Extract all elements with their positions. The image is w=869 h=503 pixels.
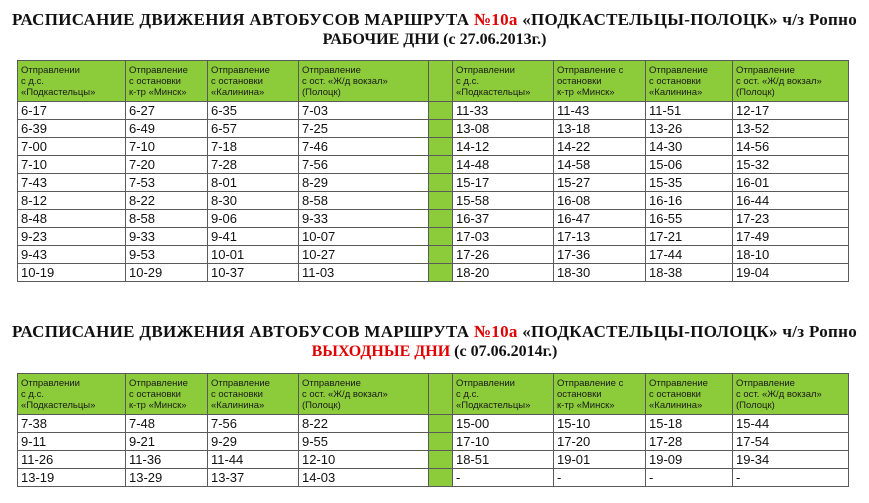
divider-column xyxy=(429,61,453,102)
time-cell: 14-22 xyxy=(554,138,646,156)
time-cell: 12-10 xyxy=(299,451,429,469)
table-row xyxy=(18,246,849,264)
time-cell: 16-47 xyxy=(554,210,646,228)
time-cell: 13-37 xyxy=(208,469,299,487)
time-cell: 11-44 xyxy=(208,451,299,469)
col-header: Отправление с ост. «Ж/д вокзал» (Полоцк) xyxy=(299,374,429,415)
weekend-schedule-table xyxy=(17,373,849,487)
weekend-days-label: ВЫХОДНЫЕ ДНИ xyxy=(311,343,451,360)
time-cell: 13-26 xyxy=(646,120,733,138)
divider-column xyxy=(429,228,453,246)
time-cell: 7-56 xyxy=(299,156,429,174)
time-cell: 16-01 xyxy=(733,174,849,192)
time-cell: 13-18 xyxy=(554,120,646,138)
time-cell: 8-30 xyxy=(208,192,299,210)
time-cell: 17-26 xyxy=(453,246,554,264)
time-cell: 16-08 xyxy=(554,192,646,210)
weekend-date-label: (с 07.06.2014г.) xyxy=(450,343,558,360)
weekend-route-number: №10а xyxy=(473,322,518,341)
time-cell: 11-33 xyxy=(453,102,554,120)
table-row xyxy=(18,174,849,192)
divider-column xyxy=(429,156,453,174)
time-cell: 7-20 xyxy=(126,156,208,174)
time-cell: 6-27 xyxy=(126,102,208,120)
time-cell: 9-33 xyxy=(126,228,208,246)
time-cell: 11-36 xyxy=(126,451,208,469)
time-cell: 19-04 xyxy=(733,264,849,282)
col-header: Отправление с ост. «Ж/д вокзал» (Полоцк) xyxy=(733,61,849,102)
time-cell: 15-06 xyxy=(646,156,733,174)
time-cell: 15-00 xyxy=(453,415,554,433)
time-cell: 15-18 xyxy=(646,415,733,433)
time-cell: 16-55 xyxy=(646,210,733,228)
table-row xyxy=(18,264,849,282)
table-row xyxy=(18,138,849,156)
time-cell: 6-49 xyxy=(126,120,208,138)
time-cell: 9-21 xyxy=(126,433,208,451)
time-cell: 11-43 xyxy=(554,102,646,120)
time-cell: 8-22 xyxy=(299,415,429,433)
time-cell: 19-34 xyxy=(733,451,849,469)
time-cell: 17-21 xyxy=(646,228,733,246)
time-cell: 10-29 xyxy=(126,264,208,282)
weekday-schedule-table xyxy=(17,60,849,282)
time-cell: 17-54 xyxy=(733,433,849,451)
time-cell: 10-19 xyxy=(18,264,126,282)
time-cell: 9-11 xyxy=(18,433,126,451)
weekday-header-row xyxy=(18,61,849,102)
weekend-subtitle xyxy=(0,343,869,361)
time-cell: 7-18 xyxy=(208,138,299,156)
col-header: Отправление с остановки «Калинина» xyxy=(646,61,733,102)
time-cell: 17-13 xyxy=(554,228,646,246)
weekday-route-number: №10а xyxy=(473,10,518,29)
divider-column xyxy=(429,210,453,228)
time-cell: 16-44 xyxy=(733,192,849,210)
col-header: Отправление с остановки к-тр «Минск» xyxy=(126,61,208,102)
time-cell: 10-27 xyxy=(299,246,429,264)
weekday-subtitle xyxy=(0,31,869,49)
col-header: Отправлении с д.с. «Подкастельцы» xyxy=(18,61,126,102)
time-cell: 15-10 xyxy=(554,415,646,433)
time-cell: 10-37 xyxy=(208,264,299,282)
time-cell: 7-03 xyxy=(299,102,429,120)
weekend-header-row xyxy=(18,374,849,415)
col-header: Отправление с остановки к-тр «Минск» xyxy=(554,374,646,415)
time-cell: 9-06 xyxy=(208,210,299,228)
time-cell: 13-19 xyxy=(18,469,126,487)
time-cell: 16-37 xyxy=(453,210,554,228)
divider-column xyxy=(429,433,453,451)
time-cell: 8-01 xyxy=(208,174,299,192)
time-cell: 9-23 xyxy=(18,228,126,246)
col-header: Отправление с остановки к-тр «Минск» xyxy=(554,61,646,102)
time-cell: 17-44 xyxy=(646,246,733,264)
weekday-title xyxy=(0,10,869,30)
time-cell: 15-44 xyxy=(733,415,849,433)
time-cell: 10-07 xyxy=(299,228,429,246)
time-cell: 14-48 xyxy=(453,156,554,174)
time-cell: 14-12 xyxy=(453,138,554,156)
divider-column xyxy=(429,264,453,282)
time-cell: 8-22 xyxy=(126,192,208,210)
time-cell: 19-09 xyxy=(646,451,733,469)
time-cell: 15-27 xyxy=(554,174,646,192)
time-cell: 11-51 xyxy=(646,102,733,120)
time-cell: 19-01 xyxy=(554,451,646,469)
time-cell: 6-35 xyxy=(208,102,299,120)
weekday-title-prefix: РАСПИСАНИЕ ДВИЖЕНИЯ АВТОБУСОВ МАРШРУТА xyxy=(11,10,474,29)
time-cell: 7-48 xyxy=(126,415,208,433)
time-cell: 13-52 xyxy=(733,120,849,138)
time-cell: - xyxy=(453,469,554,487)
table-row xyxy=(18,228,849,246)
weekday-date-label: (с 27.06.2013г.) xyxy=(439,31,547,48)
time-cell: 10-01 xyxy=(208,246,299,264)
time-cell: 18-10 xyxy=(733,246,849,264)
time-cell: 8-12 xyxy=(18,192,126,210)
divider-column xyxy=(429,246,453,264)
weekend-title xyxy=(0,322,869,342)
time-cell: 8-29 xyxy=(299,174,429,192)
divider-column xyxy=(429,138,453,156)
time-cell: - xyxy=(554,469,646,487)
time-cell: 17-49 xyxy=(733,228,849,246)
time-cell: 14-03 xyxy=(299,469,429,487)
col-header: Отправление с остановки «Калинина» xyxy=(208,374,299,415)
table-row xyxy=(18,433,849,451)
divider-column xyxy=(429,374,453,415)
weekday-title-suffix: «ПОДКАСТЕЛЬЦЫ-ПОЛОЦК» ч/з Ропно xyxy=(517,10,858,29)
time-cell: 8-58 xyxy=(299,192,429,210)
table-row xyxy=(18,192,849,210)
col-header: Отправление с ост. «Ж/д вокзал» (Полоцк) xyxy=(733,374,849,415)
table-row xyxy=(18,120,849,138)
time-cell: 17-28 xyxy=(646,433,733,451)
time-cell: 8-48 xyxy=(18,210,126,228)
time-cell: 7-56 xyxy=(208,415,299,433)
time-cell: 14-58 xyxy=(554,156,646,174)
time-cell: 7-10 xyxy=(18,156,126,174)
table-row xyxy=(18,210,849,228)
table-row xyxy=(18,469,849,487)
time-cell: 15-58 xyxy=(453,192,554,210)
time-cell: 12-17 xyxy=(733,102,849,120)
time-cell: 18-20 xyxy=(453,264,554,282)
col-header: Отправление с остановки «Калинина» xyxy=(208,61,299,102)
divider-column xyxy=(429,174,453,192)
time-cell: 9-29 xyxy=(208,433,299,451)
time-cell: 8-58 xyxy=(126,210,208,228)
table-row xyxy=(18,156,849,174)
time-cell: 9-53 xyxy=(126,246,208,264)
time-cell: 7-10 xyxy=(126,138,208,156)
time-cell: 17-20 xyxy=(554,433,646,451)
time-cell: 14-56 xyxy=(733,138,849,156)
time-cell: 7-28 xyxy=(208,156,299,174)
time-cell: 7-46 xyxy=(299,138,429,156)
col-header: Отправление с ост. «Ж/д вокзал» (Полоцк) xyxy=(299,61,429,102)
time-cell: 14-30 xyxy=(646,138,733,156)
time-cell: 11-03 xyxy=(299,264,429,282)
weekend-title-suffix: «ПОДКАСТЕЛЬЦЫ-ПОЛОЦК» ч/з Ропно xyxy=(517,322,858,341)
time-cell: 7-00 xyxy=(18,138,126,156)
col-header: Отправлении с д.с. «Подкастельцы» xyxy=(18,374,126,415)
time-cell: 17-10 xyxy=(453,433,554,451)
time-cell: 15-35 xyxy=(646,174,733,192)
time-cell: - xyxy=(733,469,849,487)
weekend-title-prefix: РАСПИСАНИЕ ДВИЖЕНИЯ АВТОБУСОВ МАРШРУТА xyxy=(11,322,474,341)
divider-column xyxy=(429,192,453,210)
time-cell: 7-53 xyxy=(126,174,208,192)
weekday-days-label: РАБОЧИЕ ДНИ xyxy=(322,31,440,48)
time-cell: 13-08 xyxy=(453,120,554,138)
time-cell: 11-26 xyxy=(18,451,126,469)
time-cell: 18-51 xyxy=(453,451,554,469)
time-cell: 17-23 xyxy=(733,210,849,228)
time-cell: 9-41 xyxy=(208,228,299,246)
table-row xyxy=(18,451,849,469)
divider-column xyxy=(429,469,453,487)
time-cell: 17-36 xyxy=(554,246,646,264)
time-cell: 6-57 xyxy=(208,120,299,138)
table-row xyxy=(18,102,849,120)
time-cell: 6-17 xyxy=(18,102,126,120)
time-cell: 18-30 xyxy=(554,264,646,282)
time-cell: 9-55 xyxy=(299,433,429,451)
time-cell: - xyxy=(646,469,733,487)
time-cell: 16-16 xyxy=(646,192,733,210)
time-cell: 7-43 xyxy=(18,174,126,192)
col-header: Отправление с остановки к-тр «Минск» xyxy=(126,374,208,415)
col-header: Отправлении с д.с. «Подкастельцы» xyxy=(453,374,554,415)
time-cell: 15-32 xyxy=(733,156,849,174)
time-cell: 7-38 xyxy=(18,415,126,433)
table-row xyxy=(18,415,849,433)
divider-column xyxy=(429,451,453,469)
divider-column xyxy=(429,102,453,120)
time-cell: 7-25 xyxy=(299,120,429,138)
time-cell: 9-43 xyxy=(18,246,126,264)
time-cell: 9-33 xyxy=(299,210,429,228)
divider-column xyxy=(429,120,453,138)
time-cell: 15-17 xyxy=(453,174,554,192)
divider-column xyxy=(429,415,453,433)
time-cell: 13-29 xyxy=(126,469,208,487)
col-header: Отправление с остановки «Калинина» xyxy=(646,374,733,415)
time-cell: 17-03 xyxy=(453,228,554,246)
time-cell: 6-39 xyxy=(18,120,126,138)
time-cell: 18-38 xyxy=(646,264,733,282)
col-header: Отправлении с д.с. «Подкастельцы» xyxy=(453,61,554,102)
